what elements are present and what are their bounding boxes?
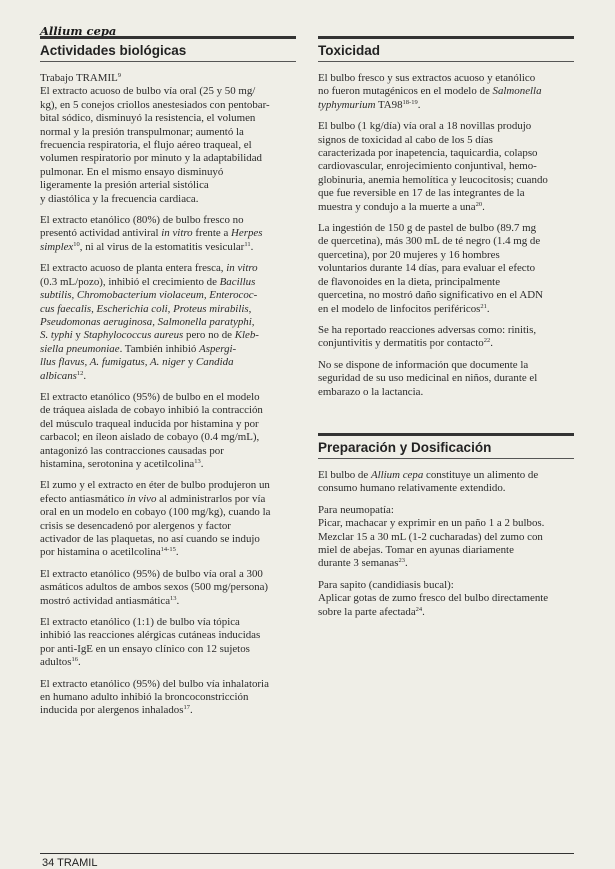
text-line [318,531,574,544]
text-line [318,187,574,200]
text-line [318,324,574,337]
text-run: volumen respiratorio por minuto y la adaptabilidad [40,152,262,165]
actividades-paragraph [40,479,296,559]
text-run: mostró actividad antiasmática [40,594,171,607]
section-title-preparacion: Preparación y Dosificación [318,433,574,459]
text-run: por anti-IgE en un ensayo clínico con 12 sujetos [40,642,250,655]
text-run: seguridad de su uso medicinal en niños, durante el [318,372,538,385]
citation-superscript: 22 [483,337,491,345]
italic-text: Salmonella [492,85,542,98]
preparacion-body [318,469,574,619]
text-run: de quercetina), más 300 mL de té negro (1.4 mg de [318,235,541,248]
text-run: adultos [40,656,72,669]
text-line [40,316,296,329]
text-run: El extracto etanólico (95%) de bulbo vía oral a 300 [40,567,263,580]
text-run: Trabajo TRAMIL [40,72,118,84]
text-line [40,152,296,165]
text-line [40,193,296,206]
text-line [40,458,296,471]
italic-text: Staphylococcus aureus [83,329,184,342]
text-line [318,235,574,248]
text-line [318,469,574,482]
italic-text: albicans [40,369,77,382]
text-run: El extracto etanólico (95%) de bulbo en el modelo [40,390,260,403]
text-run: en humano adulto inhibió la broncoconstricción [40,691,249,704]
text-run: consumo humano relativamente extendido. [318,482,506,495]
toxicidad-paragraph [318,359,574,399]
text-line [40,391,296,404]
text-line [40,343,296,356]
actividades-paragraph [40,391,296,471]
text-run: frente a [192,227,232,240]
text-run: Mezclar 15 a 30 mL (1-2 cucharadas) del zumo con [318,530,543,543]
text-run: conjuntivitis y dermatitis por contacto [318,337,484,350]
text-line [40,166,296,179]
text-run: que fue reversible en 17 de las integrantes de la [318,187,525,200]
text-line [40,656,296,669]
text-run: embarazo o la lactancia. [318,385,424,398]
footer-rule [40,853,574,854]
text-line [40,493,296,506]
italic-text: cus faecalis, Escherichia coli, Proteus mirabilis, [40,302,252,315]
text-run: crisis se desencadenó por alergenos y factor [40,519,231,532]
citation-superscript: 16 [71,656,78,664]
text-line [40,370,296,383]
text-run: bital sódico, disminuyó la resistencia, el volumen [40,112,256,125]
text-run: constituye un alimento de [423,468,539,481]
text-run: Picar, machacar y exprimir en un paño 1 a 2 bulbos. [318,517,545,530]
text-line [40,356,296,369]
text-run: (0.3 mL/pozo), inhibió el crecimiento de [40,275,220,288]
text-line [318,557,574,570]
actividades-paragraph [40,262,296,383]
citation-superscript: 23 [398,557,405,565]
text-line [40,139,296,152]
text-line [40,227,296,240]
text-line [318,222,574,235]
toxicidad-paragraph [318,72,574,112]
text-line [318,579,574,592]
text-run: . [486,302,490,315]
text-run: al administrarlos por vía [156,492,266,505]
text-run: . [422,605,425,618]
running-head: Allium cepa [40,24,117,38]
text-line [40,72,296,85]
text-line [40,85,296,98]
citation-superscript: 17 [183,704,190,712]
text-line [40,303,296,316]
text-line [318,276,574,289]
actividades-body [40,72,296,718]
text-run: Para neumopatía: [318,503,394,516]
text-line [318,134,574,147]
text-line [318,517,574,530]
text-run: globinuria, anemia hemolítica y leucocitosis; cuando [318,173,548,186]
citation-superscript: 13 [194,457,201,465]
text-run: No se dispone de información que documente la [318,358,529,371]
text-run: Aplicar gotas de zumo fresco del bulbo directamente [318,592,549,605]
text-line [40,329,296,342]
text-line [40,214,296,227]
italic-text: simplex [40,240,74,253]
italic-text: in vivo [127,492,157,505]
text-run: oral en un modelo en cobayo (100 mg/kg), cuando la [40,506,271,519]
text-run: . [200,457,204,470]
text-line [40,479,296,492]
text-run: frecuencia respiratoria, el flujo aéreo traqueal, el [40,139,252,152]
text-line [318,147,574,160]
text-line [318,303,574,316]
text-run: durante 3 semanas [318,557,399,570]
italic-text: Aspergi- [199,342,237,355]
text-run: en el modelo de linfocitos periféricos [318,302,481,315]
text-line [318,359,574,372]
italic-text: in vitro [161,227,193,240]
text-run: caracterizada por inapetencia, taquicardia, colapso [318,147,538,160]
citation-superscript: 20 [475,200,483,208]
text-run: asmáticos adultos de ambos sexos (500 mg/persona) [40,581,269,594]
italic-text: S. typhi [40,329,73,342]
italic-text: siella pneumoniae [40,342,120,355]
text-line [318,72,574,85]
text-run: activador de las plaquetas, no así cuando se indujo [40,533,260,545]
text-run: antagonizó las contracciones causadas por [40,444,224,457]
text-line [40,126,296,139]
text-line [318,386,574,399]
text-line [318,174,574,187]
toxicidad-paragraph [318,324,574,351]
text-run: . También inhibió [119,342,200,355]
italic-text: llus flavus, A. fumigatus, A. niger [40,356,186,369]
text-run: . [250,240,254,253]
actividades-paragraph [40,568,296,608]
text-line [40,112,296,125]
text-line [40,678,296,691]
text-run: El bulbo de [318,468,371,481]
italic-text: typhymurium [318,98,376,111]
text-run: carbacol; en íleon aislado de cobayo (0.4 mg/mL), [40,431,260,444]
text-run: kg), en 5 conejos criollos anestesiados con pentobar- [40,98,270,111]
text-line [318,120,574,133]
text-run: El extracto acuoso de bulbo vía oral (25 y 50 mg/ [40,85,256,98]
text-line [318,337,574,350]
text-line [318,504,574,517]
text-run: El zumo y el extracto en éter de bulbo produjeron un [40,479,270,492]
text-line [318,606,574,619]
text-run: . [176,594,180,607]
text-line [40,616,296,629]
text-run: . [490,337,493,350]
text-run: efecto antiasmático [40,492,128,505]
italic-text: Kleb- [234,329,259,342]
italic-text: Herpes [231,227,263,240]
preparacion-paragraph [318,469,574,496]
page-footer [42,857,97,869]
text-run: inducida por alergenos inhalados [40,704,184,717]
citation-superscript: 10 [73,240,80,248]
text-line [40,629,296,642]
text-run: cardiovascular, enrojecimiento conjuntival, hemo- [318,160,537,173]
text-run: sobre la parte afectada [318,605,416,618]
citation-superscript: 13 [170,594,177,602]
toxicidad-paragraph [318,120,574,214]
text-line [40,546,296,559]
text-run: . [189,704,193,717]
text-line [318,544,574,557]
text-line [40,595,296,608]
text-run: del músculo traqueal inducida por histamina y por [40,417,259,430]
citation-superscript: 11 [244,240,251,248]
text-run: . [482,200,485,213]
text-run: El bulbo (1 kg/día) vía oral a 18 novillas produjo [318,120,532,133]
text-line [40,704,296,717]
text-line [40,99,296,112]
preparacion-paragraph [318,579,574,619]
actividades-paragraph [40,214,296,254]
text-run: y [72,329,84,342]
text-run: El extracto etanólico (80%) de bulbo fresco no [40,214,244,227]
preparacion-paragraph [318,504,574,571]
citation-superscript: 12 [76,369,84,377]
text-run: . [175,546,179,559]
text-line [40,276,296,289]
text-run: de flavonoides en la dieta, principalmente [318,275,501,288]
text-run: y [185,356,197,369]
text-run: . [417,98,421,111]
text-run: y diastólica y la frecuencia cardiaca. [40,192,199,205]
text-line [318,262,574,275]
text-line [40,520,296,533]
citation-superscript: 14-15 [160,546,176,554]
text-run: . [404,557,408,570]
text-run: de tráquea aislada de cobayo inhibió la contracción [40,404,263,417]
text-line [40,418,296,431]
text-run: TA98 [375,98,403,111]
italic-text: Allium cepa [370,468,424,481]
text-run: quercetina, no mostró daño significativo en el ADN [318,289,544,302]
text-run: miel de abejas. Tomar en ayunas diariamente [318,543,514,556]
text-run: voluntarios durante 14 días, para evaluar el efecto [318,262,536,275]
text-run: . [83,369,87,382]
text-run: ligeramente la presión arterial sistólica [40,179,209,192]
citation-superscript: 18-19 [402,98,418,106]
italic-text: Pseudomonas aeruginosa, Salmonella paratyphi, [40,315,255,328]
text-run: normal y la presión transpulmonar; aumentó la [40,125,244,138]
text-line [40,581,296,594]
text-line [40,445,296,458]
toxicidad-paragraph [318,222,574,316]
text-run: signos de toxicidad al cabo de los 5 días [318,133,493,146]
right-column [318,36,574,627]
text-line [318,201,574,214]
text-line [318,85,574,98]
text-line [40,691,296,704]
text-line [318,249,574,262]
actividades-paragraph [40,616,296,670]
text-line [318,372,574,385]
text-line [40,262,296,275]
text-run: Para sapito (candidiasis bucal): [318,578,454,591]
citation-superscript: 9 [117,72,121,79]
text-line [318,160,574,173]
toxicidad-body [318,72,574,399]
text-run: El extracto etanólico (1:1) de bulbo vía tópica [40,616,240,629]
text-run: no fueron mutagénicos en el modelo de [318,85,493,98]
page-number: 34 [42,857,55,869]
text-line [40,643,296,656]
text-line [40,506,296,519]
text-line [40,431,296,444]
text-line [40,568,296,581]
italic-text: Bacillus [219,275,256,288]
citation-superscript: 24 [415,605,423,613]
text-run: histamina, serotonina y acetilcolina [40,457,195,470]
text-run: El extracto acuoso de planta entera fresca, [40,262,227,275]
text-run: quercetina), por 20 mujeres y 16 hombres [318,248,500,261]
text-line [40,289,296,302]
text-run: por histamina o acetilcolina [40,546,161,559]
text-run: pero no de [183,329,235,342]
section-title-actividades: Actividades biológicas [40,36,296,62]
footer-label: TRAMIL [57,857,98,869]
text-line [318,289,574,302]
actividades-paragraph [40,678,296,718]
text-run: El extracto etanólico (95%) del bulbo vía inhalatoria [40,677,269,690]
text-run: pulmonar. En el mismo ensayo disminuyó [40,165,224,178]
text-run: Se ha reportado reacciones adversas como: rinitis, [318,323,537,336]
text-run: , ni al virus de la estomatitis vesicular [79,240,245,253]
text-line [40,404,296,417]
italic-text: Candida [196,356,234,369]
text-run: inhibió las reacciones alérgicas cutáneas inducidas [40,629,261,642]
italic-text: subtilis, Chromobacterium violaceum, Enterococ- [40,289,258,302]
text-run: muestra y condujo a la muerte a una [318,200,476,213]
italic-text: in vitro [226,262,258,275]
left-column [40,36,296,726]
section-title-toxicidad: Toxicidad [318,36,574,62]
text-run: . [77,656,81,669]
text-run: El bulbo fresco y sus extractos acuoso y etanólico [318,72,536,84]
text-line [318,482,574,495]
text-line [40,241,296,254]
text-run: La ingestión de 150 g de pastel de bulbo (89.7 mg [318,222,537,235]
text-line [318,99,574,112]
actividades-paragraph [40,72,296,206]
text-run: presentó actividad antiviral [40,227,162,240]
text-line [318,592,574,605]
text-line [40,533,296,546]
citation-superscript: 21 [480,302,487,310]
text-line [40,179,296,192]
